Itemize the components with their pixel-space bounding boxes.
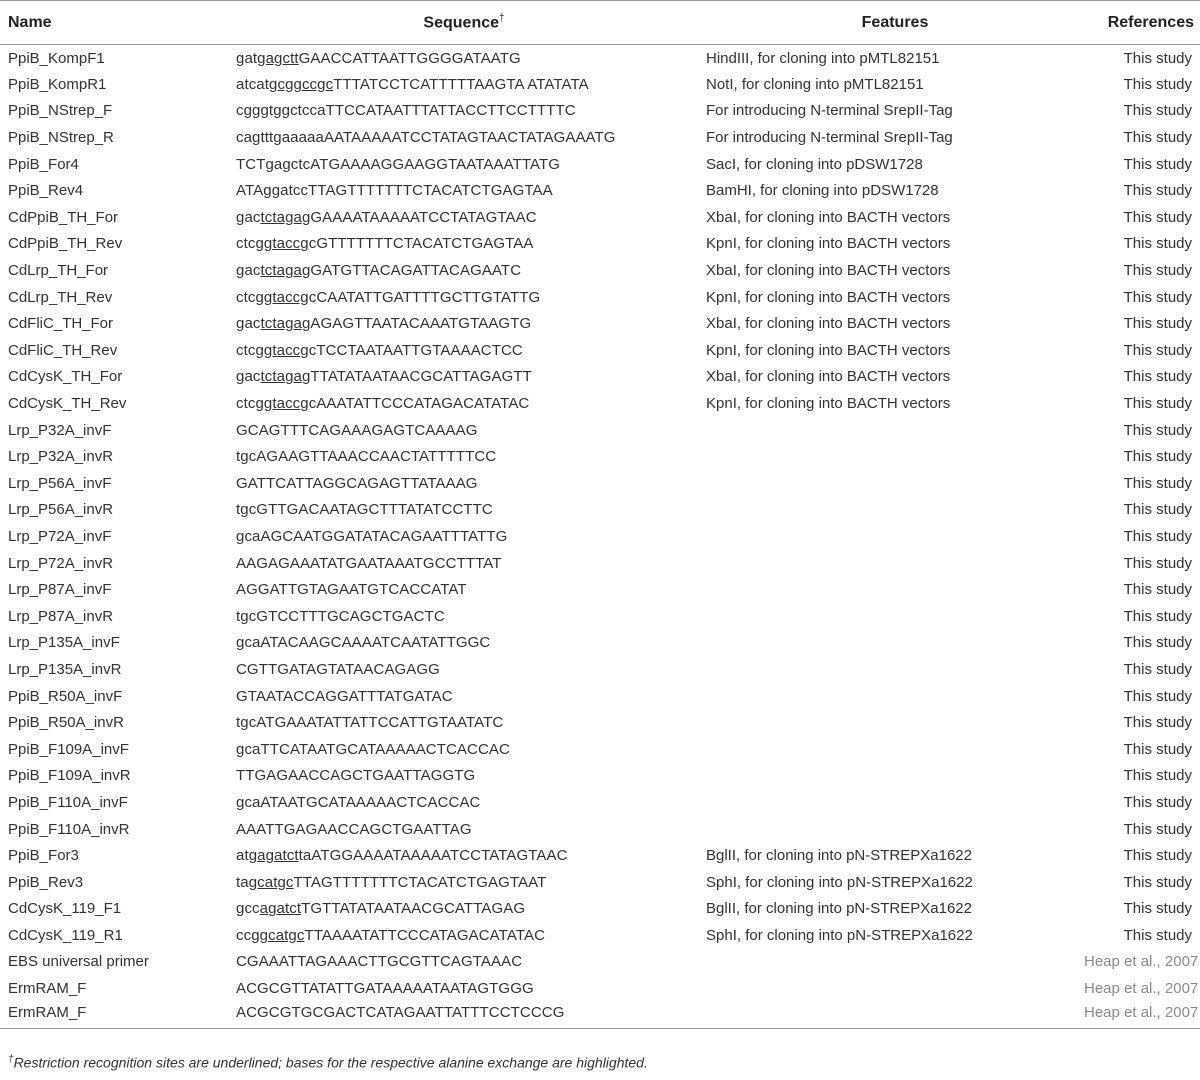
- primer-reference: This study: [1123, 501, 1192, 519]
- sequence-segment: cAAATATTCCCATAGACATATAC: [308, 395, 530, 413]
- sequence-segment: cCAATATTGATTTTGCTTGTATTG: [308, 288, 541, 306]
- primer-sequence: [222, 337, 706, 364]
- primer-sequence: [222, 709, 706, 736]
- table-row: [0, 975, 1200, 1002]
- table-row: [0, 284, 1200, 311]
- primer-features: [706, 789, 1084, 816]
- primer-sequence: [222, 151, 706, 178]
- primer-name: CdFliC_TH_For: [8, 315, 114, 333]
- primer-sequence: [222, 630, 706, 657]
- primer-name: Lrp_P32A_invR: [8, 448, 114, 466]
- primer-sequence: [222, 975, 706, 1002]
- primer-name: PpiB_F110A_invF: [8, 793, 128, 811]
- primer-reference: This study: [1123, 129, 1192, 147]
- table-row: [0, 204, 1200, 231]
- sequence-segment: at: [236, 847, 249, 865]
- primer-sequence: [222, 124, 706, 151]
- header-sequence-label: Sequence: [423, 14, 500, 32]
- sequence-segment: tgcGTCCTTTGCAGCTGACTC: [236, 607, 445, 625]
- primer-features: XbaI, for cloning into BACTH vectors: [706, 262, 951, 280]
- primer-sequence: [222, 390, 706, 417]
- primer-reference: This study: [1123, 288, 1192, 306]
- table-row: [0, 177, 1200, 204]
- sequence-segment: TTGAGAACCAGCTGAATTAGGTG: [236, 767, 476, 785]
- sequence-segment: AAATTGAGAACCAGCTGAATTAG: [236, 820, 472, 838]
- table-row: [0, 842, 1200, 869]
- table-row: [0, 1002, 1200, 1029]
- primer-sequence: [222, 736, 706, 763]
- sequence-segment: cagtttgaaaaaAATAAAAATCCTATAGTAACTATAGAAATG: [236, 129, 616, 147]
- sequence-segment: cGTTTTTTTCTACATCTGAGTAA: [308, 235, 534, 253]
- primer-features: XbaI, for cloning into BACTH vectors: [706, 368, 951, 386]
- sequence-segment: gac: [236, 208, 261, 226]
- table-row: [0, 364, 1200, 391]
- primer-sequence: [222, 550, 706, 577]
- primer-sequence: [222, 656, 706, 683]
- restriction-site: gcatgc: [248, 873, 294, 891]
- restriction-site: tctagag: [260, 368, 311, 386]
- primer-features: [706, 603, 1084, 630]
- primer-sequence: [222, 949, 706, 976]
- table-row: [0, 656, 1200, 683]
- table-row: [0, 443, 1200, 470]
- primer-sequence: [222, 204, 706, 231]
- primer-features: [706, 443, 1084, 470]
- sequence-segment: AAGAGAAATATGAATAAATGCCTTTAT: [236, 554, 502, 572]
- table-row: [0, 949, 1200, 976]
- footnote-text: Restriction recognition sites are underlined; bases for the respective alanine exchange are highlighted.: [13, 1054, 648, 1071]
- primer-name: CdCysK_119_F1: [8, 900, 122, 918]
- restriction-site: gcggccgc: [269, 75, 334, 93]
- primer-features: For introducing N-terminal SrepII-Tag: [706, 129, 953, 147]
- table-row: [0, 683, 1200, 710]
- sequence-segment: gac: [236, 262, 261, 280]
- sequence-segment: gcaATAATGCATAAAAACTCACCAC: [236, 793, 481, 811]
- primer-sequence: [222, 364, 706, 391]
- table-row: [0, 630, 1200, 657]
- primer-features: [706, 736, 1084, 763]
- sequence-segment: CGAAATTAGAAACTTGCGTTCAGTAAAC: [236, 953, 523, 971]
- primer-sequence: [222, 789, 706, 816]
- sequence-segment: gcaATACAAGCAAAATCAATATTGGC: [236, 634, 491, 652]
- primer-reference: This study: [1123, 208, 1192, 226]
- primer-reference: This study: [1123, 102, 1192, 120]
- primer-features: [706, 550, 1084, 577]
- table-row: [0, 523, 1200, 550]
- primer-sequence: [222, 1002, 706, 1029]
- table-row: [0, 576, 1200, 603]
- primer-name: PpiB_NStrep_F: [8, 102, 113, 120]
- sequence-segment: cTCCTAATAATTGTAAAACTCC: [308, 341, 523, 359]
- sequence-segment: ctc: [236, 235, 256, 253]
- primer-name: Lrp_P72A_invF: [8, 527, 112, 545]
- table-body: [0, 45, 1200, 1029]
- primer-reference: This study: [1123, 660, 1192, 678]
- primer-sequence: [222, 842, 706, 869]
- sequence-segment: tgcATGAAATATTATTCCATTGTAATATC: [236, 714, 504, 732]
- sequence-segment: gac: [236, 368, 261, 386]
- primer-sequence: [222, 523, 706, 550]
- footnote-mark: †: [8, 1054, 14, 1065]
- primer-reference: This study: [1123, 341, 1192, 359]
- primer-reference: This study: [1123, 554, 1192, 572]
- primer-features: [706, 523, 1084, 550]
- restriction-site: agatct: [259, 900, 302, 918]
- primer-name: Lrp_P135A_invF: [8, 634, 120, 652]
- primer-sequence: [222, 45, 706, 72]
- primer-reference: This study: [1123, 75, 1192, 93]
- primer-sequence: [222, 763, 706, 790]
- table-row: [0, 337, 1200, 364]
- primer-name: PpiB_For4: [8, 155, 79, 173]
- sequence-segment: gcaTTCATAATGCATAAAAACTCACCAC: [236, 740, 510, 758]
- primer-reference: This study: [1123, 740, 1192, 758]
- primer-features: [706, 709, 1084, 736]
- primer-features: [706, 816, 1084, 843]
- sequence-segment: ctc: [236, 395, 256, 413]
- primer-sequence: [222, 98, 706, 125]
- primer-features: BglII, for cloning into pN-STREPXa1622: [706, 900, 972, 918]
- sequence-segment: tgcAGAAGTTAAACCAACTATTTTTCC: [236, 448, 497, 466]
- primer-sequence: [222, 443, 706, 470]
- primer-sequence: [222, 816, 706, 843]
- primer-name: CdPpiB_TH_For: [8, 208, 119, 226]
- sequence-segment: gcaAGCAATGGATATACAGAATTTATTG: [236, 527, 508, 545]
- header-sequence: [222, 1, 706, 45]
- primer-sequence: [222, 896, 706, 923]
- primer-reference: This study: [1123, 448, 1192, 466]
- table-footnote: [8, 1054, 648, 1071]
- primer-sequence: [222, 177, 706, 204]
- primer-features: For introducing N-terminal SrepII-Tag: [706, 102, 953, 120]
- primer-reference: This study: [1123, 155, 1192, 173]
- primer-reference: This study: [1123, 315, 1192, 333]
- reference-citation-link[interactable]: Heap et al., 2007: [1084, 953, 1199, 971]
- primer-reference: This study: [1123, 926, 1192, 944]
- table-row: [0, 736, 1200, 763]
- primer-features: HindIII, for cloning into pMTL82151: [706, 49, 940, 67]
- sequence-segment: TCTgagctcATGAAAAGGAAGGTAATAAATTATG: [236, 155, 561, 173]
- sequence-segment: GATTCATTAGGCAGAGTTATAAAG: [236, 474, 478, 492]
- primer-features: SphI, for cloning into pN-STREPXa1622: [706, 926, 973, 944]
- header-features: Features: [706, 1, 1084, 45]
- primer-features: SphI, for cloning into pN-STREPXa1622: [706, 873, 973, 891]
- primer-sequence: [222, 231, 706, 258]
- table-row: [0, 390, 1200, 417]
- table-row: [0, 310, 1200, 337]
- sequence-segment: taATGGAAAATAAAAATCCTATAGTAAC: [298, 847, 568, 865]
- sequence-segment: GCAGTTTCAGAAAGAGTCAAAAG: [236, 421, 478, 439]
- restriction-site: gagatct: [248, 847, 299, 865]
- primer-name: CdCysK_119_R1: [8, 926, 123, 944]
- table-row: [0, 71, 1200, 98]
- sequence-segment: TTTATCCTCATTTTTAAGTA ATATATA: [333, 75, 589, 93]
- primer-features: KpnI, for cloning into BACTH vectors: [706, 288, 951, 306]
- primer-name: Lrp_P87A_invR: [8, 607, 114, 625]
- table-row: [0, 470, 1200, 497]
- primer-reference: This study: [1123, 49, 1192, 67]
- restriction-site: gagctt: [257, 49, 299, 67]
- primer-features: [706, 470, 1084, 497]
- primer-name: EBS universal primer: [8, 953, 149, 971]
- header-name: Name: [0, 1, 222, 45]
- primer-name: PpiB_F109A_invR: [8, 767, 131, 785]
- table-row: [0, 124, 1200, 151]
- primer-reference: This study: [1123, 235, 1192, 253]
- primer-sequence: [222, 922, 706, 949]
- restriction-site: ggtaccg: [255, 235, 309, 253]
- table-row: [0, 45, 1200, 72]
- table-row: [0, 789, 1200, 816]
- sequence-segment: GTAATACCAGGATTTATGATAC: [236, 687, 453, 705]
- table-header-row: [0, 1, 1200, 45]
- table-row: [0, 98, 1200, 125]
- sequence-segment: GAACCATTAATTGGGGATAATG: [298, 49, 521, 67]
- sequence-segment: atcat: [236, 75, 270, 93]
- primer-name: ErmRAM_F: [8, 980, 87, 998]
- sequence-segment: ATAggatccTTAGTTTTTTTCTACATCTGAGTAA: [236, 182, 553, 200]
- primer-sequence: [222, 603, 706, 630]
- sequence-segment: ccg: [236, 926, 260, 944]
- sequence-segment: TGTTATATAATAACGCATTAGAG: [301, 900, 526, 918]
- primer-name: PpiB_For3: [8, 847, 79, 865]
- table-row: [0, 257, 1200, 284]
- primer-features: NotI, for cloning into pMTL82151: [706, 75, 924, 93]
- primer-name: CdCysK_TH_For: [8, 368, 123, 386]
- primer-reference: This study: [1123, 767, 1192, 785]
- sequence-segment: cgggtggctccaTTCCATAATTTATTACCTTCCTTTTC: [236, 102, 576, 120]
- primer-name: Lrp_P32A_invF: [8, 421, 112, 439]
- sequence-segment: gat: [236, 49, 258, 67]
- restriction-site: tctagag: [260, 208, 311, 226]
- restriction-site: ggtaccg: [255, 341, 309, 359]
- primer-name: Lrp_P87A_invF: [8, 581, 112, 599]
- primer-name: PpiB_NStrep_R: [8, 129, 114, 147]
- primer-name: CdFliC_TH_Rev: [8, 341, 118, 359]
- primer-reference: This study: [1123, 793, 1192, 811]
- primer-sequence: [222, 257, 706, 284]
- primer-sequence: [222, 284, 706, 311]
- primer-features: XbaI, for cloning into BACTH vectors: [706, 208, 951, 226]
- primer-features: [706, 576, 1084, 603]
- primer-name: Lrp_P56A_invF: [8, 474, 112, 492]
- primer-features: [706, 763, 1084, 790]
- primer-reference: This study: [1123, 873, 1192, 891]
- reference-citation-link[interactable]: Heap et al., 2007: [1084, 980, 1199, 998]
- primer-sequence: [222, 576, 706, 603]
- primer-reference: This study: [1123, 182, 1192, 200]
- sequence-segment: GATGTTACAGATTACAGAATC: [310, 262, 522, 280]
- primer-features: [706, 683, 1084, 710]
- table-row: [0, 603, 1200, 630]
- primer-features: [706, 630, 1084, 657]
- primer-reference: This study: [1123, 581, 1192, 599]
- primer-name: CdLrp_TH_Rev: [8, 288, 113, 306]
- sequence-segment: gac: [236, 315, 261, 333]
- primer-reference: This study: [1123, 714, 1192, 732]
- primer-features: KpnI, for cloning into BACTH vectors: [706, 341, 951, 359]
- primer-reference: This study: [1123, 421, 1192, 439]
- sequence-segment: ACGCGTTATATTGATAAAAATAATAGTGGG: [236, 980, 534, 998]
- primer-reference: This study: [1123, 820, 1192, 838]
- sequence-segment: TTAAAATATTCCCATAGACATATAC: [304, 926, 546, 944]
- primer-reference: This study: [1123, 847, 1192, 865]
- table-row: [0, 763, 1200, 790]
- primer-features: [706, 1002, 1084, 1029]
- table-row: [0, 709, 1200, 736]
- restriction-site: ggtaccg: [255, 288, 309, 306]
- header-sequence-mark: †: [499, 12, 505, 24]
- primer-features: BamHI, for cloning into pDSW1728: [706, 182, 939, 200]
- primer-name: PpiB_R50A_invF: [8, 687, 123, 705]
- primer-reference: This study: [1123, 687, 1192, 705]
- primer-features: KpnI, for cloning into BACTH vectors: [706, 395, 951, 413]
- primer-features: XbaI, for cloning into BACTH vectors: [706, 315, 951, 333]
- table-row: [0, 896, 1200, 923]
- reference-citation-link[interactable]: Heap et al., 2007: [1084, 1002, 1200, 1029]
- primer-reference: This study: [1123, 474, 1192, 492]
- primer-sequence: [222, 683, 706, 710]
- primer-sequence: [222, 417, 706, 444]
- sequence-segment: ta: [236, 873, 249, 891]
- primer-reference: This study: [1123, 527, 1192, 545]
- primer-name: Lrp_P56A_invR: [8, 501, 114, 519]
- primer-name: PpiB_KompF1: [8, 49, 105, 67]
- sequence-segment: ACGCGTGCGACTCATAGAATTATTTCCTCCCG: [236, 1004, 565, 1022]
- primer-features: SacI, for cloning into pDSW1728: [706, 155, 923, 173]
- header-references: References: [1084, 1, 1200, 45]
- primer-features: BglII, for cloning into pN-STREPXa1622: [706, 847, 972, 865]
- primer-sequence: [222, 470, 706, 497]
- table-row: [0, 417, 1200, 444]
- primer-name: PpiB_F109A_invF: [8, 740, 129, 758]
- restriction-site: ggtaccg: [255, 395, 309, 413]
- primer-name: PpiB_R50A_invR: [8, 714, 124, 732]
- sequence-segment: GAAAATAAAAATCCTATAGTAAC: [310, 208, 537, 226]
- sequence-segment: TTATATAATAACGCATTAGAGTT: [310, 368, 532, 386]
- primer-name: CdLrp_TH_For: [8, 262, 109, 280]
- primer-features: [706, 417, 1084, 444]
- sequence-segment: gcc: [236, 900, 260, 918]
- table-row: [0, 550, 1200, 577]
- primer-name: ErmRAM_F: [0, 1002, 222, 1029]
- primer-features: [706, 975, 1084, 1002]
- primer-features: KpnI, for cloning into BACTH vectors: [706, 235, 951, 253]
- table-row: [0, 151, 1200, 178]
- primer-reference: This study: [1123, 395, 1192, 413]
- primer-sequence: [222, 71, 706, 98]
- table-row: [0, 231, 1200, 258]
- table-row: [0, 497, 1200, 524]
- primer-features: [706, 949, 1084, 976]
- sequence-segment: AGAGTTAATACAAATGTAAGTG: [310, 315, 532, 333]
- primer-sequence: [222, 310, 706, 337]
- primer-name: CdPpiB_TH_Rev: [8, 235, 123, 253]
- sequence-segment: ctc: [236, 288, 256, 306]
- primer-reference: This study: [1123, 607, 1192, 625]
- restriction-site: gcatgc: [259, 926, 305, 944]
- sequence-segment: tgcGTTGACAATAGCTTTATATCCTTC: [236, 501, 493, 519]
- table-row: [0, 922, 1200, 949]
- sequence-segment: AGGATTGTAGAATGTCACCATAT: [236, 581, 467, 599]
- restriction-site: tctagag: [260, 262, 311, 280]
- table-row: [0, 816, 1200, 843]
- primer-features: [706, 656, 1084, 683]
- primer-sequence: [222, 497, 706, 524]
- sequence-segment: ctc: [236, 341, 256, 359]
- sequence-segment: CGTTGATAGTATAACAGAGG: [236, 660, 440, 678]
- primer-name: CdCysK_TH_Rev: [8, 395, 127, 413]
- primer-name: Lrp_P135A_invR: [8, 660, 122, 678]
- table-row: [0, 869, 1200, 896]
- restriction-site: tctagag: [260, 315, 311, 333]
- primer-name: Lrp_P72A_invR: [8, 554, 114, 572]
- primer-name: PpiB_KompR1: [8, 75, 107, 93]
- primer-name: PpiB_Rev4: [8, 182, 84, 200]
- primer-name: PpiB_F110A_invR: [8, 820, 130, 838]
- primer-reference: This study: [1123, 634, 1192, 652]
- primer-reference: This study: [1123, 262, 1192, 280]
- primer-reference: This study: [1123, 900, 1192, 918]
- primer-features: [706, 497, 1084, 524]
- primer-name: PpiB_Rev3: [8, 873, 84, 891]
- sequence-segment: TTAGTTTTTTTCTACATCTGAGTAAT: [293, 873, 547, 891]
- primer-reference: This study: [1123, 368, 1192, 386]
- primer-sequence: [222, 869, 706, 896]
